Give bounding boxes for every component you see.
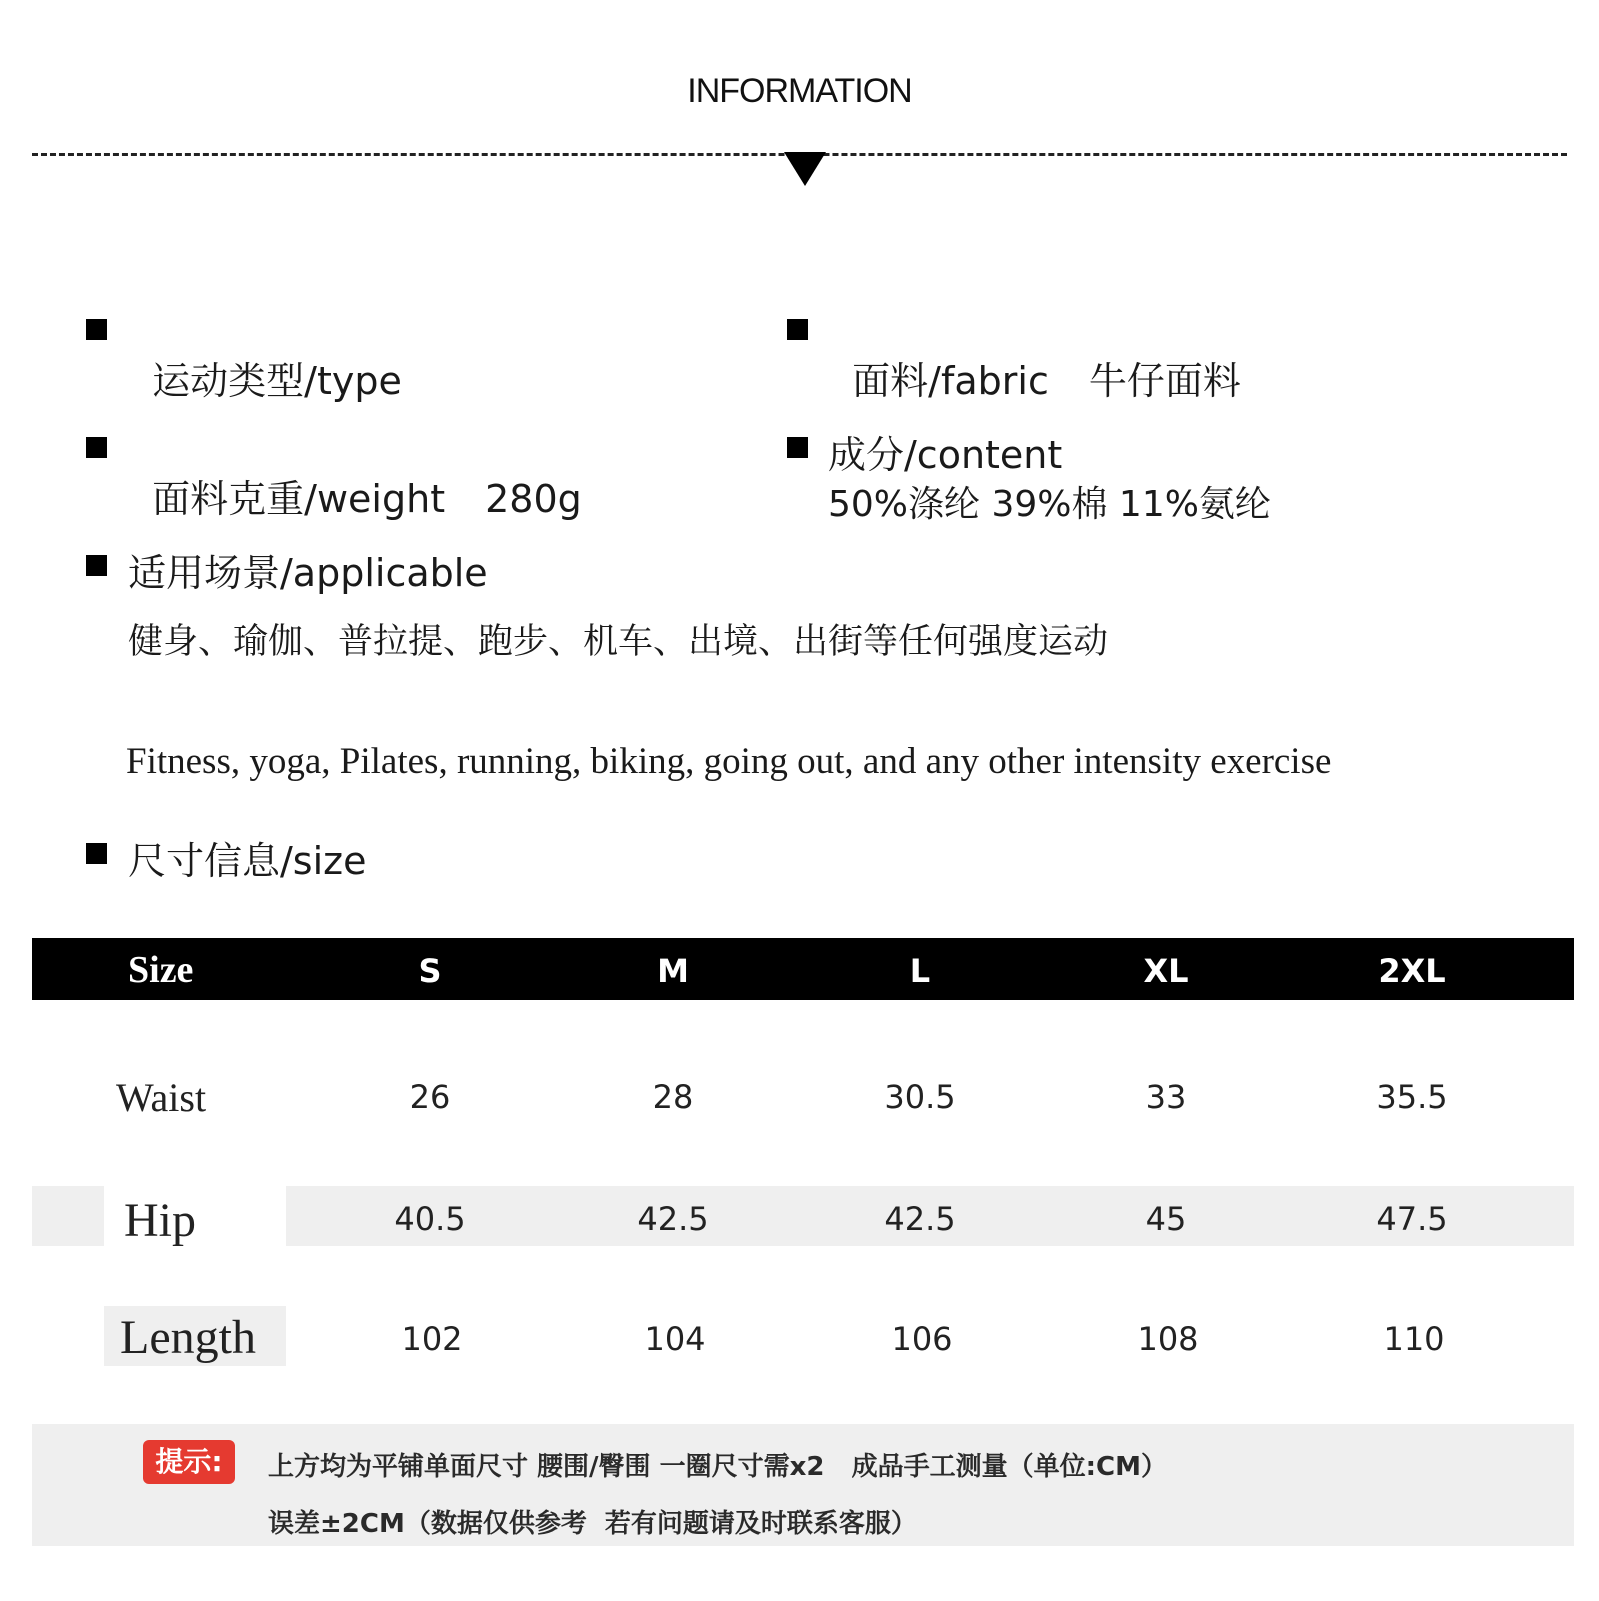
spec-weight-label: 面料克重/weight — [152, 477, 446, 521]
square-bullet-icon — [787, 319, 808, 340]
spec-fabric — [828, 306, 1241, 405]
spec-applicable-label: 适用场景/applicable — [128, 551, 488, 595]
spec-fabric-label: 面料/fabric — [852, 359, 1049, 403]
table-cell: 42.5 — [637, 1200, 709, 1238]
row-label-hip: Hip — [124, 1194, 196, 1247]
square-bullet-icon — [787, 437, 808, 458]
square-bullet-icon — [86, 555, 107, 576]
table-cell: 102 — [401, 1320, 463, 1358]
size-col-s: S — [418, 952, 442, 990]
triangle-down-icon — [784, 152, 826, 186]
note-line-2: 误差±2CM（数据仅供参考 若有问题请及时联系客服） — [268, 1509, 917, 1539]
table-cell: 45 — [1145, 1200, 1187, 1238]
table-cell: 47.5 — [1376, 1200, 1448, 1238]
square-bullet-icon — [86, 437, 107, 458]
spec-type — [128, 306, 402, 405]
table-cell: 104 — [644, 1320, 706, 1358]
table-cell: 30.5 — [884, 1078, 956, 1116]
size-col-2xl: 2XL — [1378, 952, 1446, 990]
table-cell: 42.5 — [884, 1200, 956, 1238]
spec-applicable-cn: 健身、瑜伽、普拉提、跑步、机车、出境、出街等任何强度运动 — [128, 622, 1109, 662]
spec-content-label: 成分/content — [828, 433, 1063, 477]
size-col-xl: XL — [1143, 952, 1189, 990]
table-cell: 33 — [1145, 1078, 1187, 1116]
spec-applicable-en: Fitness, yoga, Pilates, running, biking, going out, and any other intensity exercise — [126, 741, 1332, 782]
table-cell: 110 — [1383, 1320, 1445, 1358]
square-bullet-icon — [86, 843, 107, 864]
size-col-m: M — [657, 952, 689, 990]
size-table-header — [32, 938, 1574, 1000]
table-cell: 35.5 — [1376, 1078, 1448, 1116]
spec-weight-value: 280g — [485, 477, 582, 521]
note-badge: 提示: — [143, 1440, 235, 1484]
square-bullet-icon — [86, 319, 107, 340]
spec-fabric-value: 牛仔面料 — [1088, 359, 1241, 403]
page-title: INFORMATION — [687, 72, 912, 110]
spec-weight — [128, 424, 582, 523]
spec-size-label: 尺寸信息/size — [128, 839, 367, 883]
row-shade — [32, 1186, 104, 1246]
size-col-l: L — [909, 952, 931, 990]
table-cell: 28 — [652, 1078, 694, 1116]
spec-type-label: 运动类型/type — [152, 359, 402, 403]
table-cell: 40.5 — [394, 1200, 466, 1238]
row-label-waist: Waist — [116, 1075, 207, 1120]
spec-content-value: 50%涤纶 39%棉 11%氨纶 — [828, 484, 1271, 525]
size-header-label: Size — [128, 949, 194, 991]
table-cell: 26 — [409, 1078, 451, 1116]
table-cell: 106 — [891, 1320, 953, 1358]
note-line-1: 上方均为平铺单面尺寸 腰围/臀围 一圈尺寸需x2 成品手工测量（单位:CM） — [268, 1452, 1167, 1482]
table-cell: 108 — [1137, 1320, 1199, 1358]
row-label-length: Length — [120, 1311, 256, 1364]
